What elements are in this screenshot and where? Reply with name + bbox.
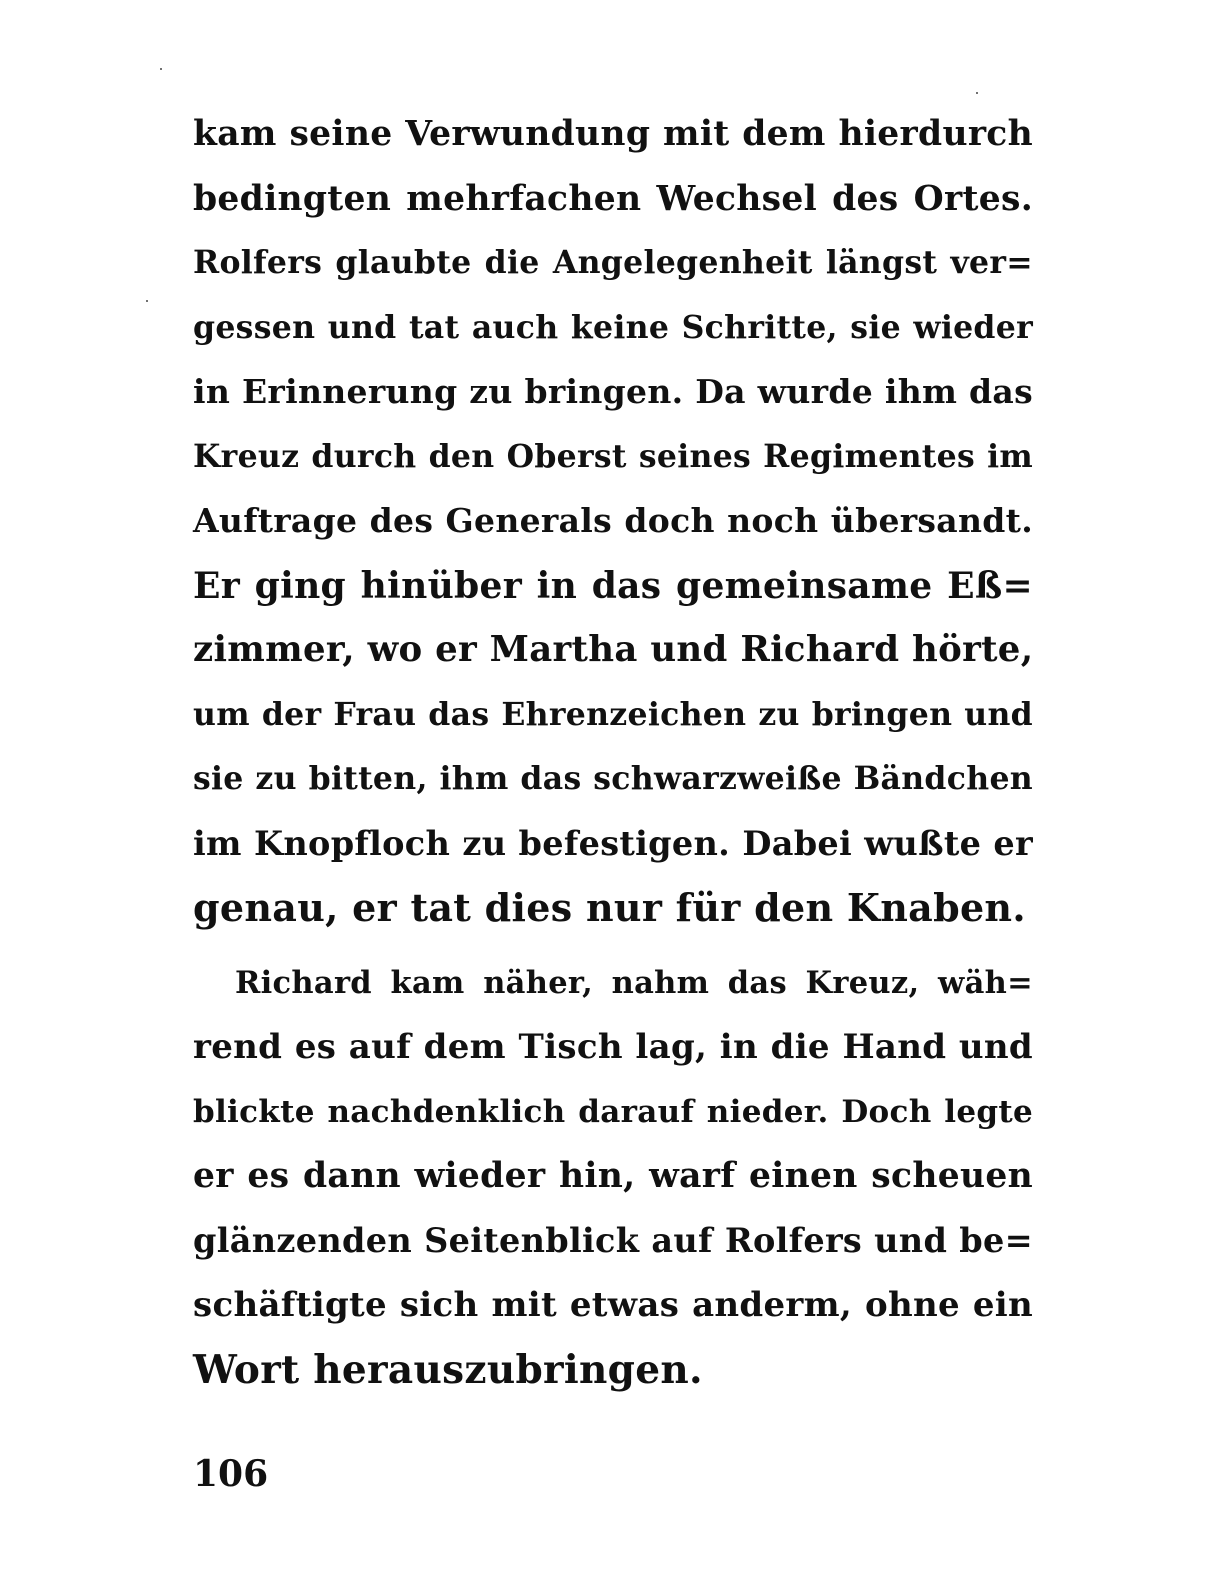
scan-speck: [976, 92, 978, 94]
text-line: gessen und tat auch keine Schritte, sie wieder: [193, 308, 1033, 346]
text-line: Auftrage des Generals doch noch übersandt.: [193, 501, 1033, 540]
paragraph-gap: [193, 941, 1033, 951]
text-line: in Erinnerung zu bringen. Da wurde ihm das: [193, 372, 1033, 411]
text-line: Er ging hinüber in das gemeinsame Eß=: [193, 564, 1033, 607]
scan-speck: [146, 300, 148, 302]
text-line: um der Frau das Ehrenzeichen zu bringen und: [193, 695, 1033, 733]
page-number: 106: [193, 1453, 269, 1495]
text-line: kam seine Verwundung mit dem hierdurch: [193, 114, 1033, 154]
text-line: Rolfers glaubte die Angelegenheit längst ver=: [193, 244, 1033, 281]
text-line: er es dann wieder hin, warf einen scheuen: [193, 1156, 1033, 1196]
text-line: Wort herauszubringen.: [193, 1346, 703, 1393]
text-line: genau, er tat dies nur für den Knaben.: [193, 885, 1026, 930]
text-line: blickte nachdenklich darauf nieder. Doch legte: [193, 1093, 1033, 1130]
text-line: Richard kam näher, nahm das Kreuz, wäh=: [235, 964, 1033, 1001]
text-line: schäftigte sich mit etwas anderm, ohne ein: [193, 1285, 1033, 1325]
text-line: Kreuz durch den Oberst seines Regimentes im: [193, 437, 1033, 475]
text-line: zimmer, wo er Martha und Richard hörte,: [193, 629, 1034, 670]
text-line: rend es auf dem Tisch lag, in die Hand und: [193, 1027, 1033, 1067]
text-line: glänzenden Seitenblick auf Rolfers und be=: [193, 1220, 1033, 1260]
text-line: im Knopfloch zu befestigen. Dabei wußte er: [193, 823, 1033, 863]
paragraph-2: [193, 951, 1033, 1403]
paragraph-1: [193, 102, 1033, 941]
scan-speck: [160, 68, 162, 70]
text-line: sie zu bitten, ihm das schwarzweiße Bändchen: [193, 760, 1033, 797]
text-line: bedingten mehrfachen Wechsel des Ortes.: [193, 178, 1033, 219]
body-text: [193, 102, 1033, 1402]
